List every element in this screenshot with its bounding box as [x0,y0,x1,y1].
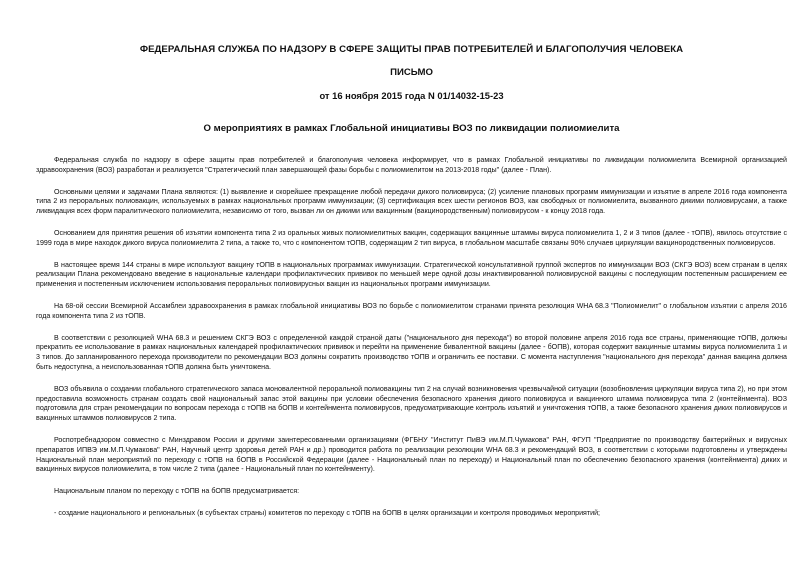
paragraph: В соответствии с резолюцией WHA 68.3 и решением СКГЭ ВОЗ с определенной каждой страной даты ("национального дня перехода") во второй половине апреля 2016 года все страны, применяющие тОПВ, должны прекратить ее использование в рамках национальных календарей профилактических прививок и перейти на применение бивалентной вакцины (далее - бОПВ), которая содержит вакцинные штаммы вируса полиомиелита 1 и 3 типов. До запланированного перехода производители по рекомендации ВОЗ должны сократить производство тОПВ и ограничить ее поставки. С момента наступления "национального дня перехода" данная вакцина должна быть недоступна, а неиспользованная тОПВ должна быть уничтожена. [36,333,787,371]
document-title: О мероприятиях в рамках Глобальной инициативы ВОЗ по ликвидации полиомиелита [203,123,620,134]
paragraph: На 68-ой сессии Всемирной Ассамблеи здравоохранения в рамках глобальной инициативы ВОЗ по борьбе с полиомиелитом странами принята резолюция WHA 68.3 "Полиомиелит" о глобальном изъятии с апреля 2016 года компонента типа 2 из тОПВ. [36,301,787,320]
paragraph: - создание национального и региональных (в субъектах страны) комитетов по переходу с тОПВ на бОПВ в целях организации и контроля проводимых мероприятий; [54,508,601,517]
paragraph: Федеральная служба по надзору в сфере защиты прав потребителей и благополучия человека информирует, что в рамках Глобальной инициативы по ликвидации полиомиелита Всемирной организацией здравоохранения (ВОЗ) разработан и реализуется "Стратегический план завершающей фазы борьбы с полиомиелитом на 2013-2018 годы" (далее - План). [36,156,787,174]
paragraph: В настоящее время 144 страны в мире используют вакцину тОПВ в национальных программах иммунизации. Стратегической консультативной группой экспертов по иммунизации ВОЗ (СКГЭ ВОЗ) всем странам в целях реализации Плана рекомендовано введение в национальные календари профилактических прививок по меньшей мере одной дозы инактивированной полиовирусной вакцины с последующим постепенным расширением ее применения и постепенным исключением использования пероральных полиовирусных вакцин из национальных программ иммунизации. [36,260,787,289]
paragraph: Основными целями и задачами Плана являются: (1) выявление и скорейшее прекращение любой передачи дикого полиовируса; (2) усиление плановых программ иммунизации и изъятие в апреле 2016 года компонента типа 2 из пероральных полиовакцин, используемых в рамках национальных программ иммунизации; (3) сертификация всех шести регионов ВОЗ, как свободных от полиомиелита, вызванного дикими полиовирусами, а также ликвидация всех форм паралитического полиомиелита, независимо от того, вызван ли он дикими или вакцинным (вакцинородственным) полиовирусом - к концу 2018 года. [36,187,787,216]
agency-name: ФЕДЕРАЛЬНАЯ СЛУЖБА ПО НАДЗОРУ В СФЕРЕ ЗАЩИТЫ ПРАВ ПОТРЕБИТЕЛЕЙ И БЛАГОПОЛУЧИЯ ЧЕЛОВЕКА [139,44,684,55]
paragraph: Роспотребнадзором совместно с Минздравом России и другими заинтересованными организациями (ФГБНУ "Институт ПиВЭ им.М.П.Чумакова" РАН, ФГУП "Предприятие по производству бактерийных и вирусных препаратов ИПВЭ им.М.П.Чумакова" РАН, Научный центр здоровья детей РАН и др.) проводится работа по реализации резолюции WHA 68.3 и рекомендаций ВОЗ, в соответствии с которыми подготовлены и утверждены Национальный план мероприятий по переходу с тОПВ на бОПВ в Российской Федерации (далее - Национальный план по переходу) и Национальный план по обеспечению безопасного хранения (контейнмента) диких и вакцинных вирусов полиомиелита, в том числе 2 типа (далее - Национальный план по контейнменту). [36,435,787,474]
paragraph: Основанием для принятия решения об изъятии компонента типа 2 из оральных живых полиомиелитных вакцин, содержащих вакцинные штаммы вируса полиомиелита 1, 2 и 3 типов (далее - тОПВ), явилось отсутствие с 1999 года в мире находок дикого вируса полиомиелита 2 типа, а также то, что с компонентом тОПВ, содержащим 2 тип вируса, в глобальном масштабе связаны 90% случаев циркуляции вакцинородственных полиовирусов. [36,228,787,247]
paragraph: ВОЗ объявила о создании глобального стратегического запаса моновалентной пероральной полиовакцины тип 2 на случай возникновения чрезвычайной ситуации (возобновления циркуляции вируса типа 2), но при этом предоставила возможность странам создать свой национальный запас этой вакцины при условии обеспечения безопасного хранения дикого полиовируса и вакцинного штамма полиовируса типа 2 (контейнмента). ВОЗ подготовила для стран рекомендации по вопросам перехода с тОПВ на бОПВ и контейнмента полиовирусов, предусматривающие контроль изъятий и уничтожения тОПВ, а также безопасного хранения диких полиовирусов и вакцинных штаммов полиовирусов 2 типа. [36,384,787,423]
document-date-number: от 16 ноября 2015 года N 01/14032-15-23 [319,90,504,101]
paragraph: Национальным планом по переходу с тОПВ на бОПВ предусматривается: [54,487,300,496]
document-type: ПИСЬМО [390,67,433,78]
